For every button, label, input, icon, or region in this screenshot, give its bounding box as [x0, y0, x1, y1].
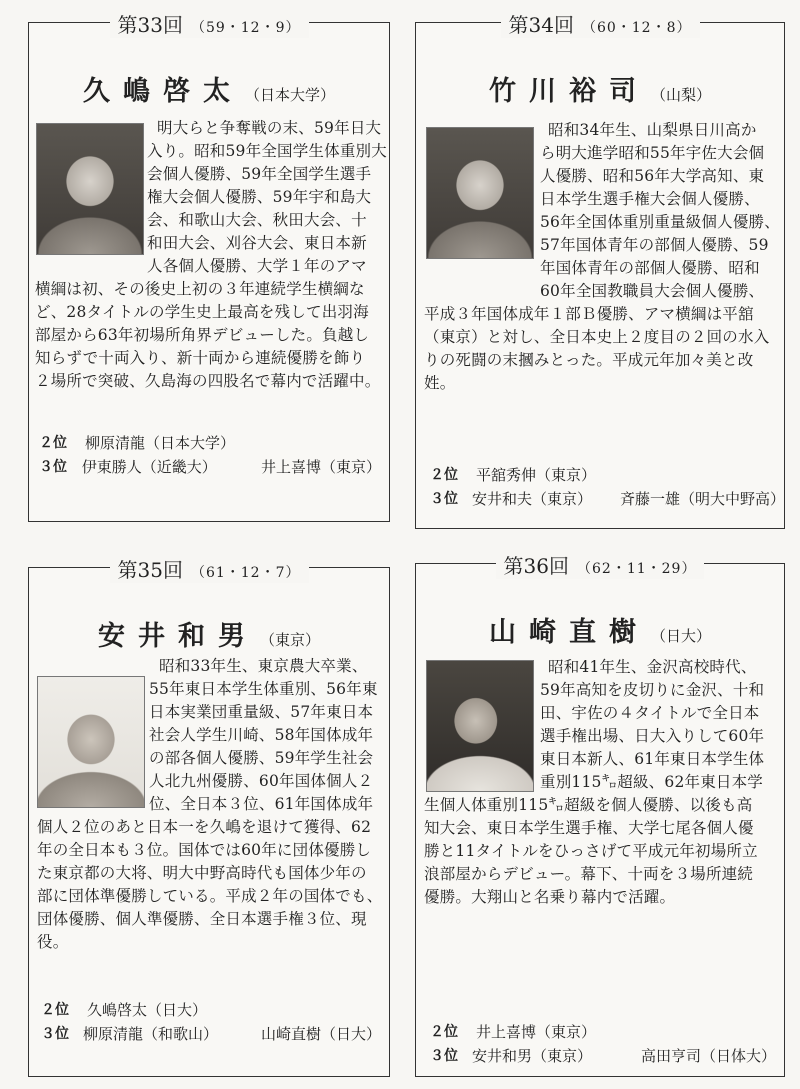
runner-ups: ２位 久嶋啓太（日大） ３位 柳原清龍（和歌山） 山崎直樹（日大）	[41, 1001, 381, 1043]
card-35	[28, 558, 390, 1077]
tournament-number: 第33回	[117, 13, 183, 37]
card-34	[415, 13, 786, 529]
champion-affiliation: （日大）	[650, 627, 711, 645]
card-33	[28, 13, 390, 522]
tournament-date: （61・12・7）	[190, 565, 301, 581]
tournament-date: （62・11・29）	[577, 561, 697, 577]
biography: 明大らと争奪戦の末、59年日大 入り。昭和59年全国学生体重別大 会個人優勝、59年全国学生選手 権大会個人優勝、59年宇和島大 会、和歌山大会、秋田大会、十 和田大会、刈谷大会、東日本新 人各個人優勝、大学１年のアマ 横綱は初、その後史上初の３年連続学生横綱な ど、28タイトルの学生史上最高を残して出羽海 部屋から63年初場所角界デビューした。負越し 知らずで十両入り、新十両から連続優勝を飾り ２場所で突破、久島海の四股名で幕内で活躍中。	[35, 119, 387, 390]
champion-name: 安井和男	[97, 621, 258, 652]
champion-affiliation: （山梨）	[650, 86, 711, 104]
tournament-number: 第34回	[508, 13, 574, 37]
biography: 昭和33年生、東京農大卒業、 55年東日本学生体重別、56年東 日本実業団重量級、57年東日本 社会人学生川崎、58年国体成年 の部各個人優勝、59年学生社会 人北九州優勝、60年国体個人２ 位、全日本３位、61年国体成年 個人２位のあと日本一を久嶋を退けて獲得、62 年の全日本も３位。国体では60年に団体優勝し た東京都の大将、明大中野高時代も国体少年の 部に団体準優勝している。平成２年の国体でも、 団体優勝、個人準優勝、全日本選手権３位、現 役。	[37, 657, 383, 951]
champion-name: 久嶋啓太	[82, 76, 243, 107]
runner-ups: ２位 井上喜博（東京） ３位 安井和男（東京） 高田亨司（日体大）	[430, 1023, 776, 1065]
card-36	[415, 554, 785, 1077]
biography: 昭和41年生、金沢高校時代、 59年高知を皮切りに金沢、十和 田、宇佐の４タイトルで全日本 選手権出場、日大入りして60年 東日本新人、61年東日本学生体 重別115㌔超級、62年東日本学 生個人体重別115㌔超級を個人優勝、以後も高 知大会、東日本学生選手権、大学七尾各個人優 勝と11タイトルをひっさげて平成元年初場所立 浪部屋からデビュー。幕下、十両を３場所連続 優勝。大翔山と名乗り幕内で活躍。	[424, 658, 765, 906]
tournament-number: 第35回	[117, 558, 183, 582]
tournament-number: 第36回	[503, 554, 569, 578]
tournament-date: （59・12・9）	[190, 20, 301, 36]
tournament-date: （60・12・8）	[581, 20, 692, 36]
champion-affiliation: （東京）	[259, 631, 320, 649]
champion-name: 山崎直樹	[488, 617, 649, 648]
runner-ups: ２位 平舘秀伸（東京） ３位 安井和夫（東京） 斉藤一雄（明大中野高）	[430, 466, 786, 508]
champion-affiliation: （日本大学）	[244, 86, 335, 104]
runner-ups: ２位 柳原清龍（日本大学） ３位 伊東勝人（近畿大） 井上喜博（東京）	[39, 434, 381, 476]
biography: 昭和34年生、山梨県日川高か ら明大進学昭和55年宇佐大会個 人優勝、昭和56年大学高知、東 日本学生選手権大会個人優勝、 56年全国体重別重量級個人優勝、 57年国体青年の部個人優勝、59 年国体青年の部個人優勝、昭和 60年全国教職員大会個人優勝、 平成３年国体成年１部Ｂ優勝、アマ横綱は平舘 （東京）と対し、全日本史上２度目の２回の水入 りの死闘の末摑みとった。平成元年加々美と改 姓。	[424, 121, 780, 392]
champion-name: 竹川裕司	[488, 76, 649, 107]
